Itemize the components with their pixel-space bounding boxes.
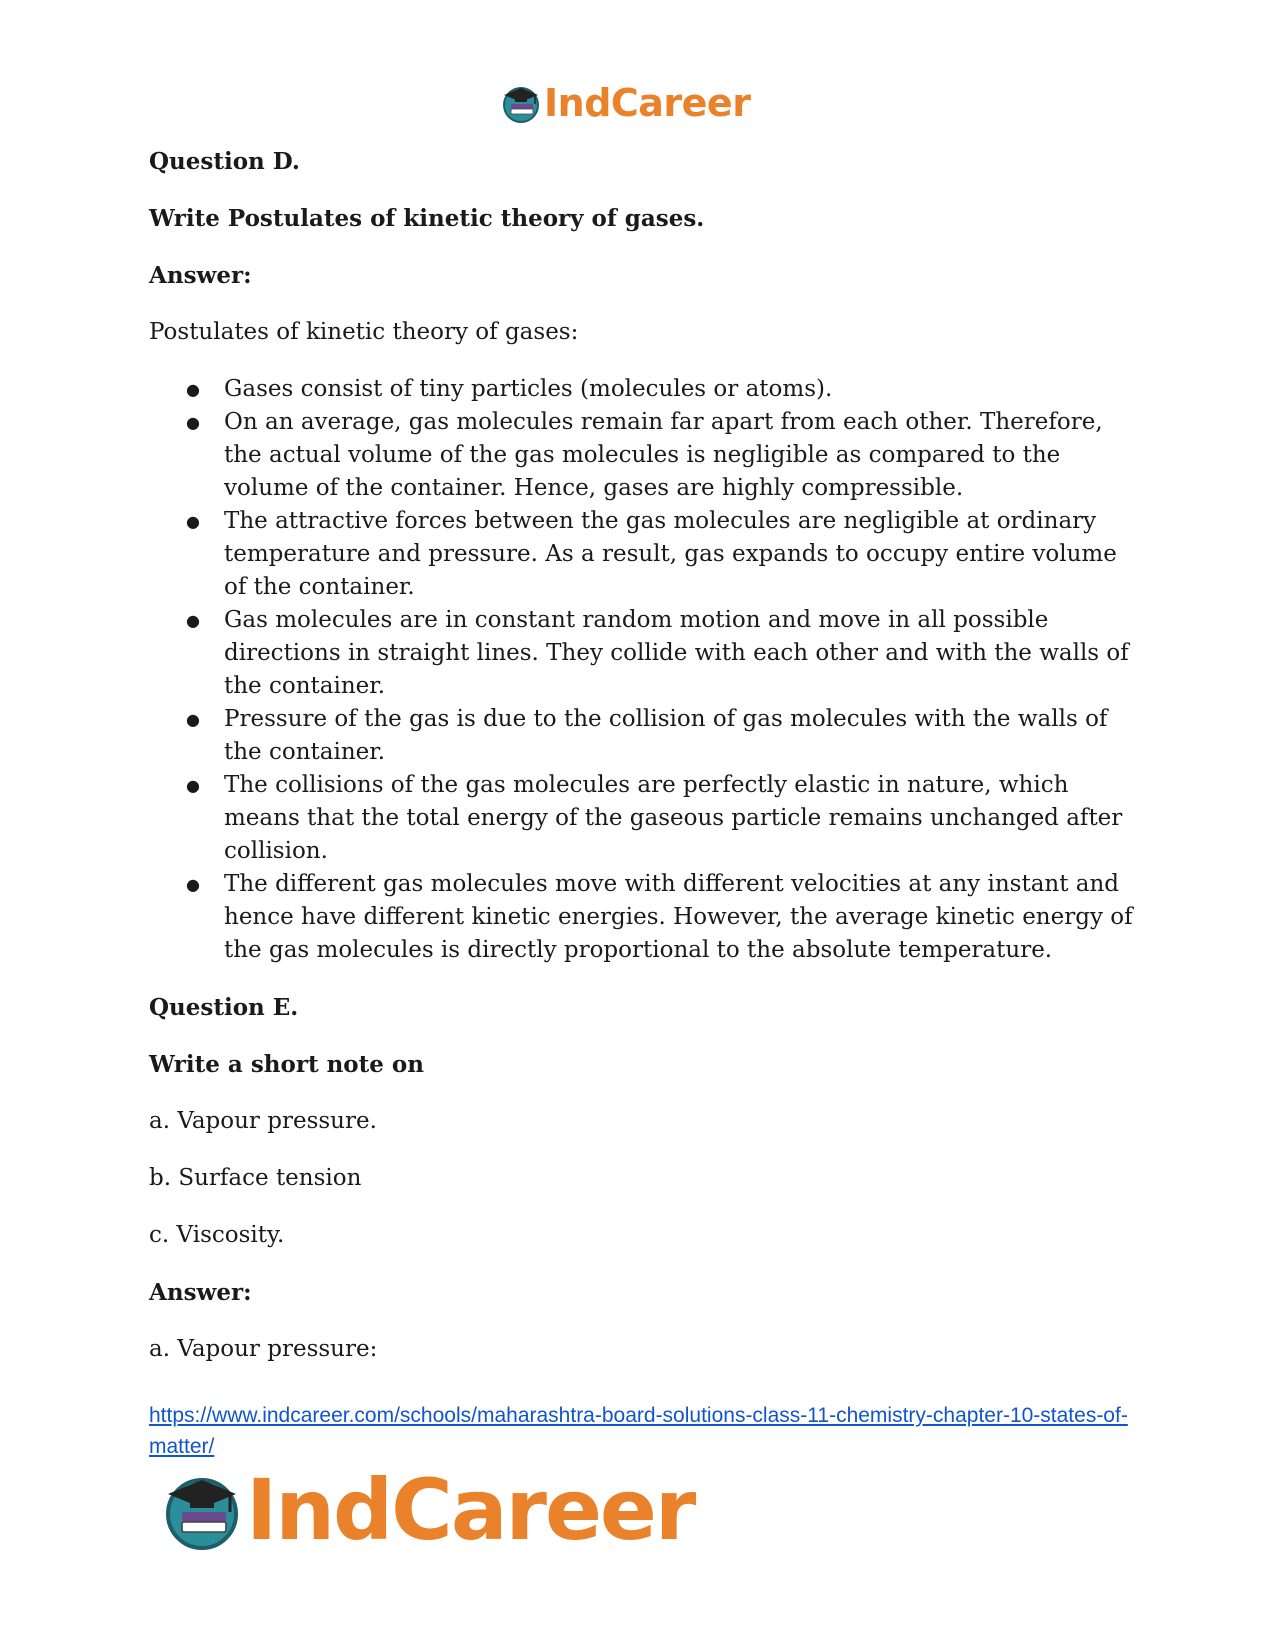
list-item: ● Gas molecules are in constant random motion and move in all possible directions in straight lines. They collide with each other and with the walls of the container.	[224, 604, 1134, 703]
bullet-icon: ●	[186, 413, 200, 432]
bullet-icon: ●	[186, 380, 200, 399]
question-e-item-b: b. Surface tension	[149, 1165, 362, 1191]
question-e-answer-start: a. Vapour pressure:	[149, 1336, 378, 1362]
question-e-item-a: a. Vapour pressure.	[149, 1108, 377, 1134]
question-d-prompt: Write Postulates of kinetic theory of gases.	[149, 205, 705, 232]
logo-wordmark: IndCareer	[544, 81, 751, 125]
footer-logo	[160, 1460, 694, 1560]
bullet-icon: ●	[186, 512, 200, 531]
graduation-cap-globe-icon	[500, 82, 542, 124]
source-url-link[interactable]: https://www.indcareer.com/schools/maharashtra-board-solutions-class-11-chemistry-chapter-10-states-of-matter/	[149, 1404, 1128, 1458]
logo-wordmark: IndCareer	[246, 1461, 695, 1559]
question-e-label: Question E.	[149, 994, 299, 1021]
question-e-prompt: Write a short note on	[149, 1051, 424, 1078]
graduation-cap-globe-icon	[160, 1468, 244, 1552]
list-item: ● Gases consist of tiny particles (molecules or atoms).	[224, 373, 1134, 406]
list-item: ● The collisions of the gas molecules are perfectly elastic in nature, which means that the total energy of the gaseous particle remains unchanged after collision.	[224, 769, 1134, 868]
bullet-icon: ●	[186, 710, 200, 729]
document-body	[149, 145, 1134, 1366]
bullet-icon: ●	[186, 776, 200, 795]
question-e-answer-label: Answer:	[149, 1279, 252, 1306]
bullet-icon: ●	[186, 875, 200, 894]
postulates-list	[149, 373, 1134, 967]
bullet-icon: ●	[186, 611, 200, 630]
list-item: ● Pressure of the gas is due to the collision of gas molecules with the walls of the container.	[224, 703, 1134, 769]
question-d-intro: Postulates of kinetic theory of gases:	[149, 319, 579, 345]
list-item: ● On an average, gas molecules remain far apart from each other. Therefore, the actual volume of the gas molecules is negligible as compared to the volume of the container. Hence, gases are highly compressible.	[224, 406, 1134, 505]
list-item: ● The different gas molecules move with different velocities at any instant and hence have different kinetic energies. However, the average kinetic energy of the gas molecules is directly proportional to the absolute temperature.	[224, 868, 1134, 967]
header-logo	[500, 78, 750, 128]
list-item: ● The attractive forces between the gas molecules are negligible at ordinary temperature and pressure. As a result, gas expands to occupy entire volume of the container.	[224, 505, 1134, 604]
question-d-answer-label: Answer:	[149, 262, 252, 289]
question-e-item-c: c. Viscosity.	[149, 1222, 285, 1248]
question-d-label: Question D.	[149, 148, 300, 175]
